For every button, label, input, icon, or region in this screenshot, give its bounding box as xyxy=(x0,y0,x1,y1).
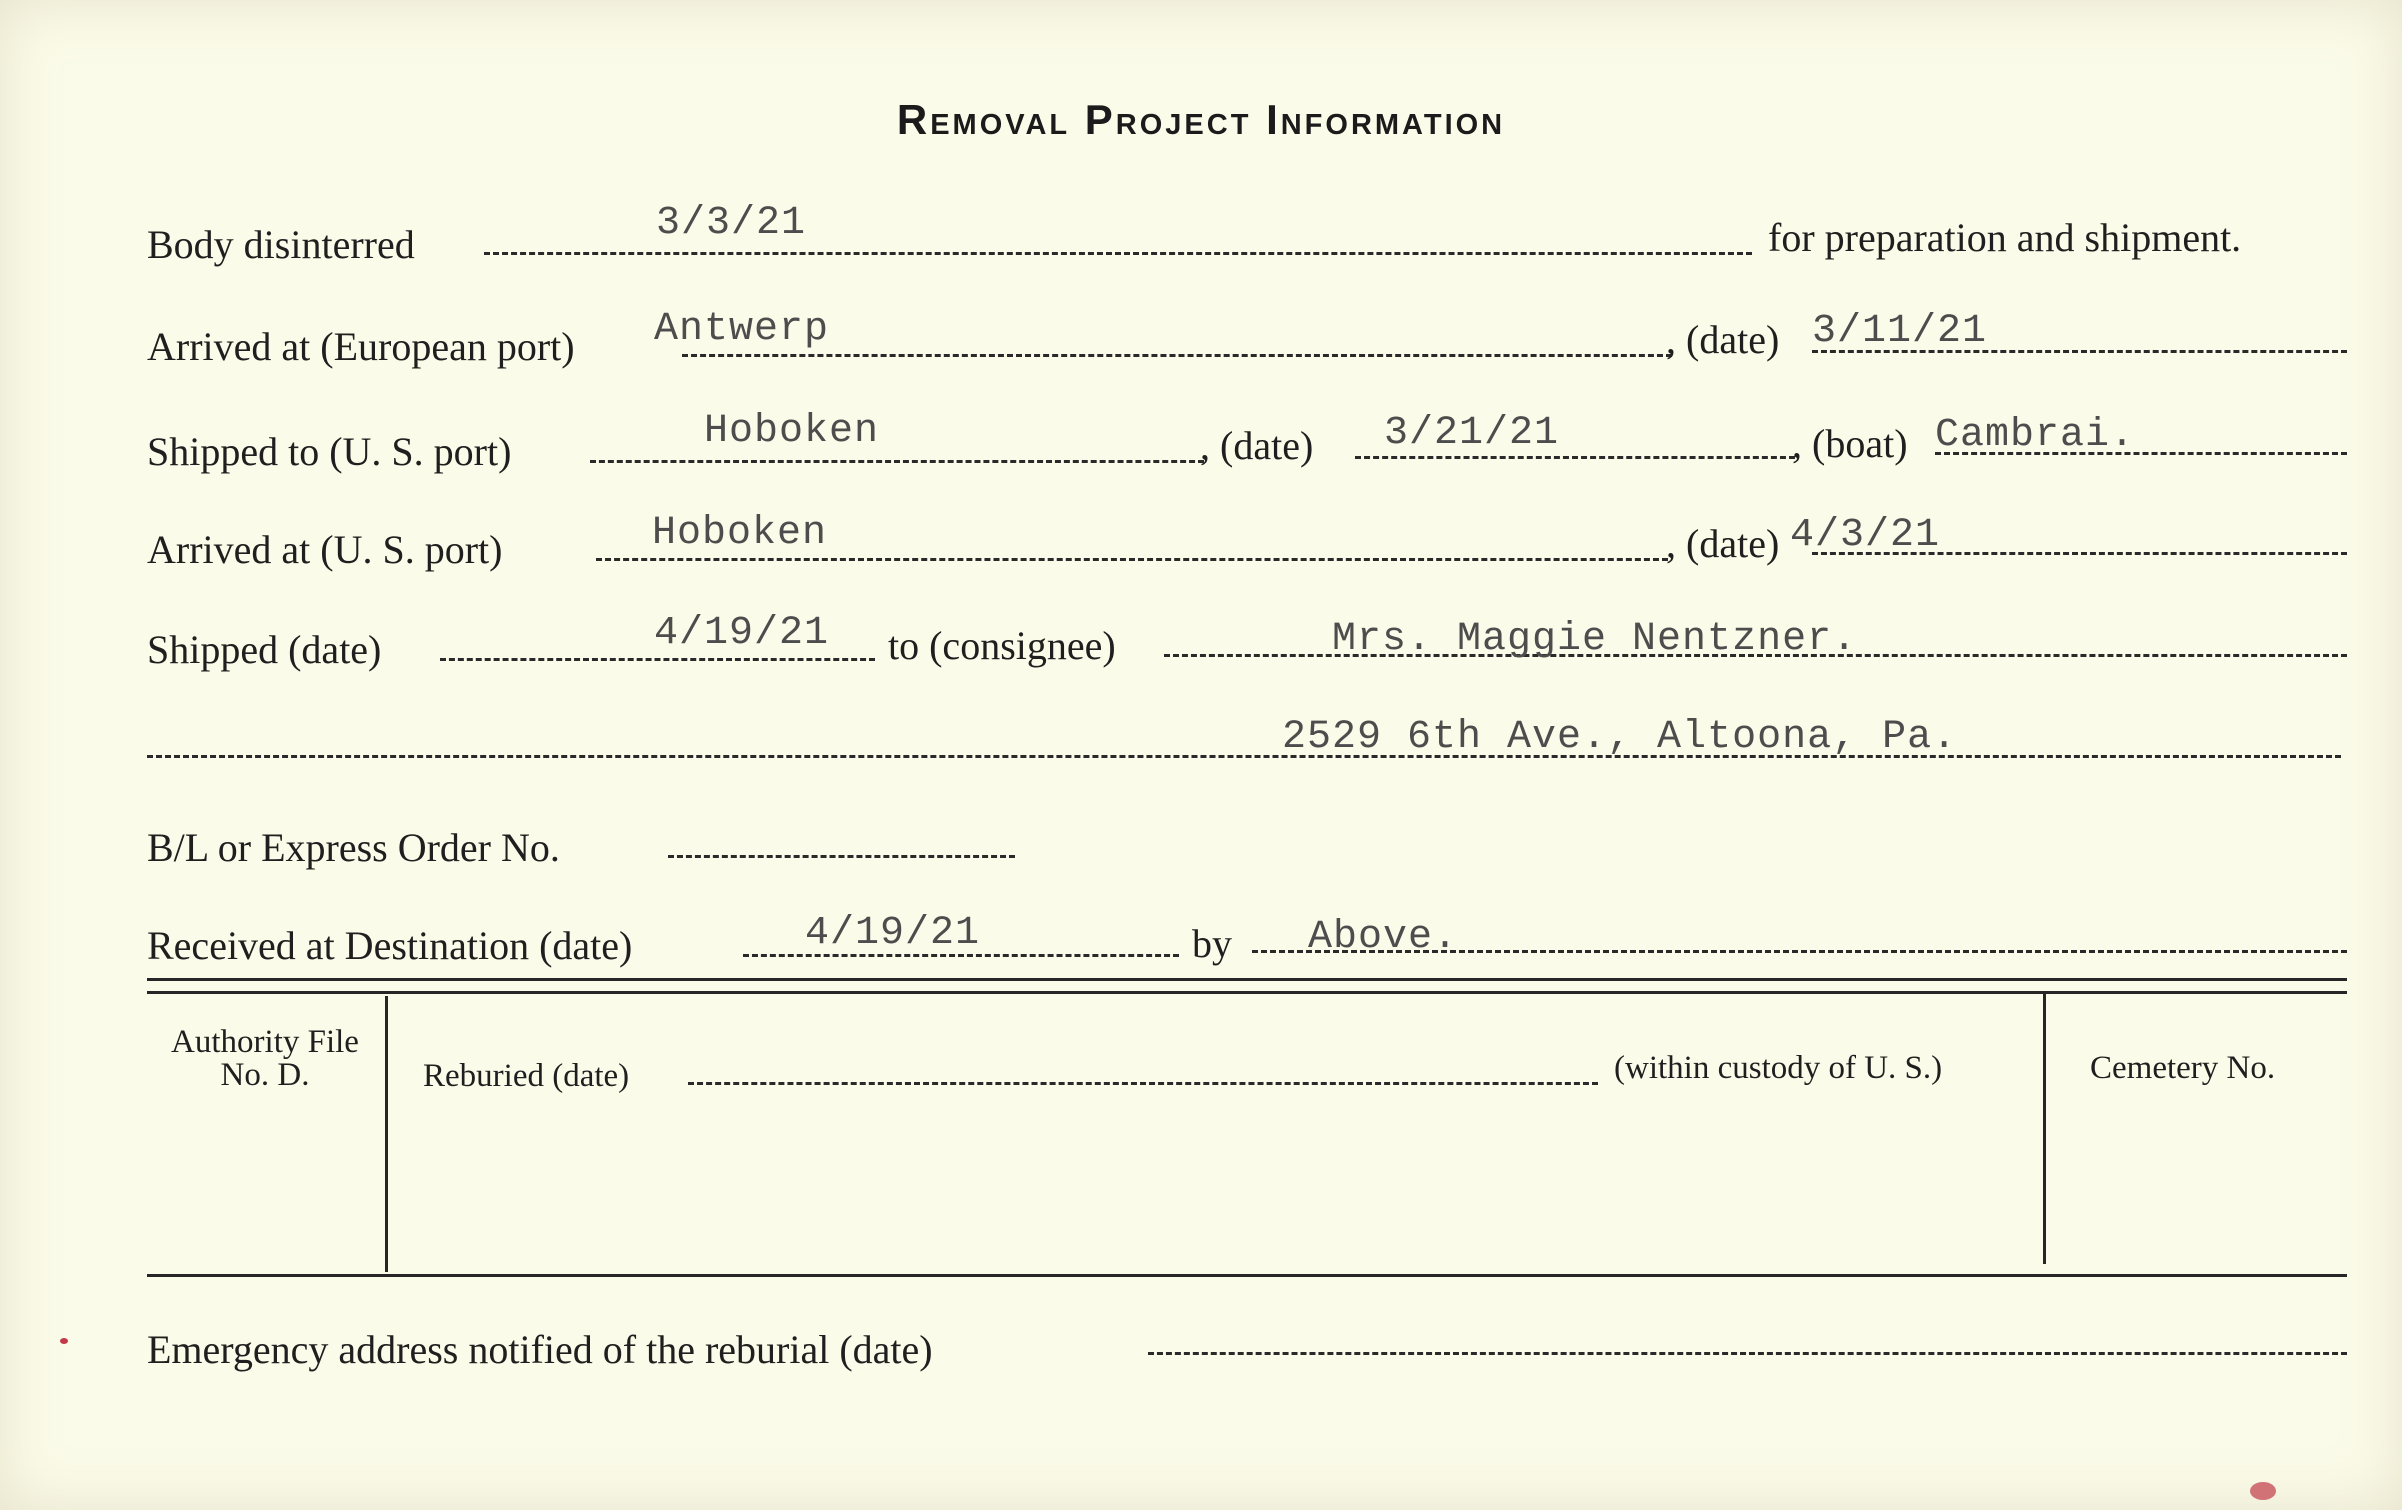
body-disinterred-line xyxy=(484,252,1752,255)
shipped-date-line xyxy=(440,658,875,661)
shipped-us-port-value: Hoboken xyxy=(704,409,880,454)
authority-file-label: Authority File No. D. xyxy=(171,1024,359,1093)
consignee-value: Mrs. Maggie Nentzner. xyxy=(1332,617,1858,662)
european-port-label: Arrived at (European port) xyxy=(147,324,575,369)
bl-express-order-label: B/L or Express Order No. xyxy=(147,825,560,870)
bl-express-order-line xyxy=(668,855,1015,858)
custody-label: (within custody of U. S.) xyxy=(1614,1050,1943,1086)
consignee-address-value: 2529 6th Ave., Altoona, Pa. xyxy=(1282,715,1958,760)
table-bottom-rule xyxy=(147,1274,2347,1277)
reburied-date-line xyxy=(688,1082,1598,1085)
preparation-suffix: for preparation and shipment. xyxy=(1768,215,2242,260)
red-ink-speck xyxy=(60,1338,68,1344)
european-port-value: Antwerp xyxy=(654,307,830,352)
european-port-line xyxy=(682,354,1672,357)
arrived-us-port-label: Arrived at (U. S. port) xyxy=(147,527,503,572)
shipped-us-port-line xyxy=(590,460,1204,463)
reburied-date-label: Reburied (date) xyxy=(423,1058,630,1094)
emergency-date-line xyxy=(1148,1352,2347,1355)
arrived-us-date-label: , (date) xyxy=(1666,521,1780,566)
table-top-rule-double xyxy=(147,991,2347,994)
consignee-label: to (consignee) xyxy=(888,623,1116,668)
body-disinterred-label: Body disinterred xyxy=(147,222,415,267)
shipped-us-date-value: 3/21/21 xyxy=(1384,411,1560,456)
cemetery-number-label: Cemetery No. xyxy=(2090,1050,2276,1086)
received-by-value: Above. xyxy=(1308,915,1459,960)
european-date-value: 3/11/21 xyxy=(1812,309,1988,354)
body-disinterred-value: 3/3/21 xyxy=(656,201,807,246)
shipped-date-label: Shipped (date) xyxy=(147,627,382,672)
received-date-value: 4/19/21 xyxy=(805,911,981,956)
cemetery-divider xyxy=(2043,994,2046,1264)
address-line xyxy=(147,755,2341,758)
shipped-us-date-line xyxy=(1355,456,1795,459)
form-title: Removal Project Information xyxy=(896,96,1506,143)
shipped-us-date-label: , (date) xyxy=(1200,423,1314,468)
european-date-label: , (date) xyxy=(1666,317,1780,362)
shipped-date-value: 4/19/21 xyxy=(654,611,830,656)
red-ink-smudge xyxy=(2250,1482,2276,1500)
shipped-us-port-label: Shipped to (U. S. port) xyxy=(147,429,512,474)
arrived-us-port-value: Hoboken xyxy=(652,511,828,556)
received-destination-label: Received at Destination (date) xyxy=(147,923,633,968)
authority-divider xyxy=(385,996,388,1272)
arrived-us-port-line xyxy=(596,558,1668,561)
table-top-rule xyxy=(147,978,2347,981)
boat-label: , (boat) xyxy=(1792,421,1908,466)
emergency-address-label: Emergency address notified of the reburial (date) xyxy=(147,1327,933,1372)
arrived-us-date-value: 4/3/21 xyxy=(1790,513,1941,558)
boat-value: Cambrai. xyxy=(1935,413,2136,458)
received-by-label: by xyxy=(1192,921,1232,966)
